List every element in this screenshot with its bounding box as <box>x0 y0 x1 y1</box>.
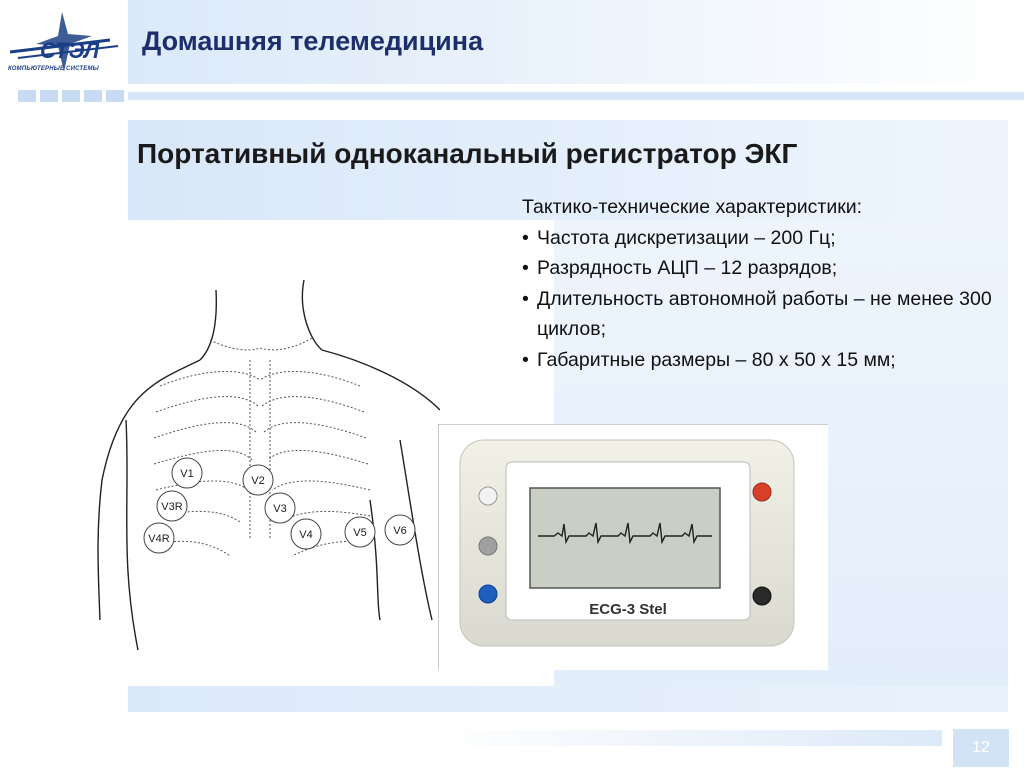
logo-emblem-icon <box>0 0 128 88</box>
device-button-blue <box>479 585 497 603</box>
spec-item: • Габаритные размеры – 80 х 50 х 15 мм; <box>522 348 896 371</box>
page-header-title: Домашняя телемедицина <box>142 26 484 56</box>
lead-v3 <box>265 493 295 523</box>
svg-text:V4: V4 <box>299 529 313 541</box>
svg-text:V6: V6 <box>393 525 407 537</box>
chest-lead-diagram <box>60 240 440 660</box>
spec-item: • Длительность автономной работы – не менее 300 циклов; <box>522 287 992 340</box>
logo <box>0 0 128 88</box>
bottom-band <box>128 686 1008 712</box>
lead-v2 <box>243 465 273 495</box>
device-button-gray <box>479 537 497 555</box>
lead-v4r <box>144 523 174 553</box>
lead-v4 <box>291 519 321 549</box>
decorative-stripe <box>0 90 1024 102</box>
svg-text:V3R: V3R <box>161 501 183 513</box>
page-number: 12 <box>953 729 1009 767</box>
spec-item: • Частота дискретизации – 200 Гц; <box>522 226 836 249</box>
ecg-device-image <box>438 424 828 670</box>
lead-v6 <box>385 515 415 545</box>
footer-bar <box>430 730 942 746</box>
logo-subtitle: КОМПЬЮТЕРНЫЕ СИСТЕМЫ <box>8 66 99 72</box>
svg-text:V1: V1 <box>180 468 194 480</box>
ecg-screen <box>530 488 720 588</box>
device-button-white <box>479 487 497 505</box>
spec-item: • Разрядность АЦП – 12 разрядов; <box>522 257 838 279</box>
svg-text:V2: V2 <box>251 475 265 487</box>
device-label: ECG-3 Stel <box>589 601 667 618</box>
device-button-red <box>753 483 771 501</box>
device-button-black <box>753 587 771 605</box>
spec-heading: Тактико-технические характеристики: <box>522 196 863 218</box>
spec-list <box>522 192 1002 375</box>
lead-v5 <box>345 517 375 547</box>
svg-text:V5: V5 <box>353 527 367 539</box>
slide-title: Портативный одноканальный регистратор ЭКГ <box>137 138 798 169</box>
lead-v3r <box>157 491 187 521</box>
svg-text:V4R: V4R <box>148 533 170 545</box>
svg-text:V3: V3 <box>273 503 287 515</box>
logo-text: СТЭЛ <box>40 38 100 63</box>
lead-v1 <box>172 458 202 488</box>
